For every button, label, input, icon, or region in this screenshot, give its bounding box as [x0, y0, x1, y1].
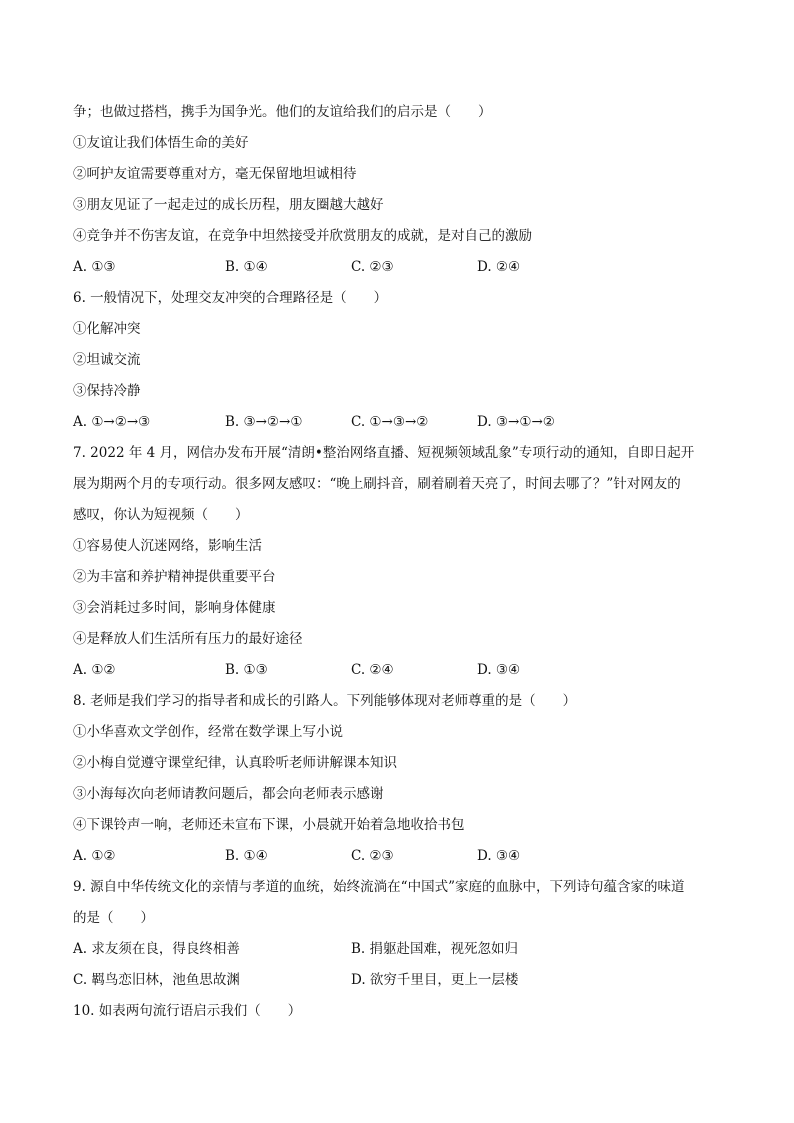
q7-statement-2: ②为丰富和养护精神提供重要平台 [73, 569, 276, 585]
question-7-stem-line-1: 7. 2022 年 4 月，网信办发布开展“清朗•整治网络直播、短视频领域乱象”专项行动的通知，自即日起开 [73, 445, 695, 461]
q9-option-c[interactable]: C. 羁鸟恋旧林，池鱼思故渊 [73, 972, 240, 988]
q6-option-a[interactable]: A. ①→②→③ [73, 414, 151, 430]
question-8-stem: 8. 老师是我们学习的指导者和成长的引路人。下列能够体现对老师尊重的是（ ） [73, 693, 577, 709]
q7-option-a[interactable]: A. ①② [73, 662, 116, 678]
q6-statement-3: ③保持冷静 [73, 383, 141, 399]
q7-statement-1: ①容易使人沉迷网络，影响生活 [73, 538, 262, 554]
q5-options [73, 257, 733, 277]
q6-option-d[interactable]: D. ③→①→② [477, 414, 555, 430]
question-7-stem-line-2: 展为期两个月的专项行动。很多网友感叹：“晚上刷抖音，刷着刷着天亮了，时间去哪了？”针对网友的 [73, 476, 681, 492]
q5-option-b[interactable]: B. ①④ [225, 259, 268, 275]
q8-option-d[interactable]: D. ③④ [477, 848, 521, 864]
question-10-stem: 10. 如表两句流行语启示我们（ ） [73, 1003, 302, 1019]
q6-option-b[interactable]: B. ③→②→① [225, 414, 303, 430]
q5-option-c[interactable]: C. ②③ [351, 259, 394, 275]
q6-options [73, 412, 733, 432]
q5-statement-3: ③朋友见证了一起走过的成长历程，朋友圈越大越好 [73, 197, 384, 213]
question-6-stem: 6. 一般情况下，处理交友冲突的合理路径是（ ） [73, 290, 388, 306]
q5-statement-4: ④竞争并不伤害友谊，在竞争中坦然接受并欣赏朋友的成就，是对自己的激励 [73, 228, 532, 244]
q6-statement-1: ①化解冲突 [73, 321, 141, 337]
q5-option-d[interactable]: D. ②④ [477, 259, 521, 275]
q7-option-d[interactable]: D. ③④ [477, 662, 521, 678]
q8-statement-2: ②小梅自觉遵守课堂纪律，认真聆听老师讲解课本知识 [73, 755, 397, 771]
q9-options-row-2 [73, 970, 733, 990]
q8-option-a[interactable]: A. ①② [73, 848, 116, 864]
q5-statement-1: ①友谊让我们体悟生命的美好 [73, 135, 249, 151]
q9-option-b[interactable]: B. 捐躯赴国难，视死忽如归 [351, 941, 519, 957]
question-9-stem-line-2: 的是（ ） [73, 910, 154, 926]
q7-statement-4: ④是释放人们生活所有压力的最好途径 [73, 631, 303, 647]
q7-options [73, 660, 733, 680]
q8-option-b[interactable]: B. ①④ [225, 848, 268, 864]
q5-statement-2: ②呵护友谊需要尊重对方，毫无保留地坦诚相待 [73, 166, 357, 182]
q7-statement-3: ③会消耗过多时间，影响身体健康 [73, 600, 276, 616]
q8-option-c[interactable]: C. ②③ [351, 848, 394, 864]
q9-options-row-1 [73, 939, 733, 959]
q8-statement-3: ③小海每次向老师请教问题后，都会向老师表示感谢 [73, 786, 384, 802]
q6-option-c[interactable]: C. ①→③→② [351, 414, 429, 430]
q8-statement-1: ①小华喜欢文学创作，经常在数学课上写小说 [73, 724, 343, 740]
q8-statement-4: ④下课铃声一响，老师还未宣布下课，小晨就开始着急地收拾书包 [73, 817, 465, 833]
q7-option-c[interactable]: C. ②④ [351, 662, 394, 678]
q9-option-a[interactable]: A. 求友须在良，得良终相善 [73, 941, 240, 957]
q5-option-a[interactable]: A. ①③ [73, 259, 116, 275]
question-9-stem-line-1: 9. 源自中华传统文化的亲情与孝道的血统，始终流淌在“中国式”家庭的血脉中，下列诗句蕴含家的味道 [73, 879, 685, 895]
q7-option-b[interactable]: B. ①③ [225, 662, 268, 678]
question-7-stem-line-3: 感叹，你认为短视频（ ） [73, 507, 249, 523]
q8-options [73, 846, 733, 866]
question-5-stem: 争；也做过搭档，携手为国争光。他们的友谊给我们的启示是（ ） [73, 104, 492, 120]
q9-option-d[interactable]: D. 欲穷千里目，更上一层楼 [351, 972, 519, 988]
q6-statement-2: ②坦诚交流 [73, 352, 141, 368]
